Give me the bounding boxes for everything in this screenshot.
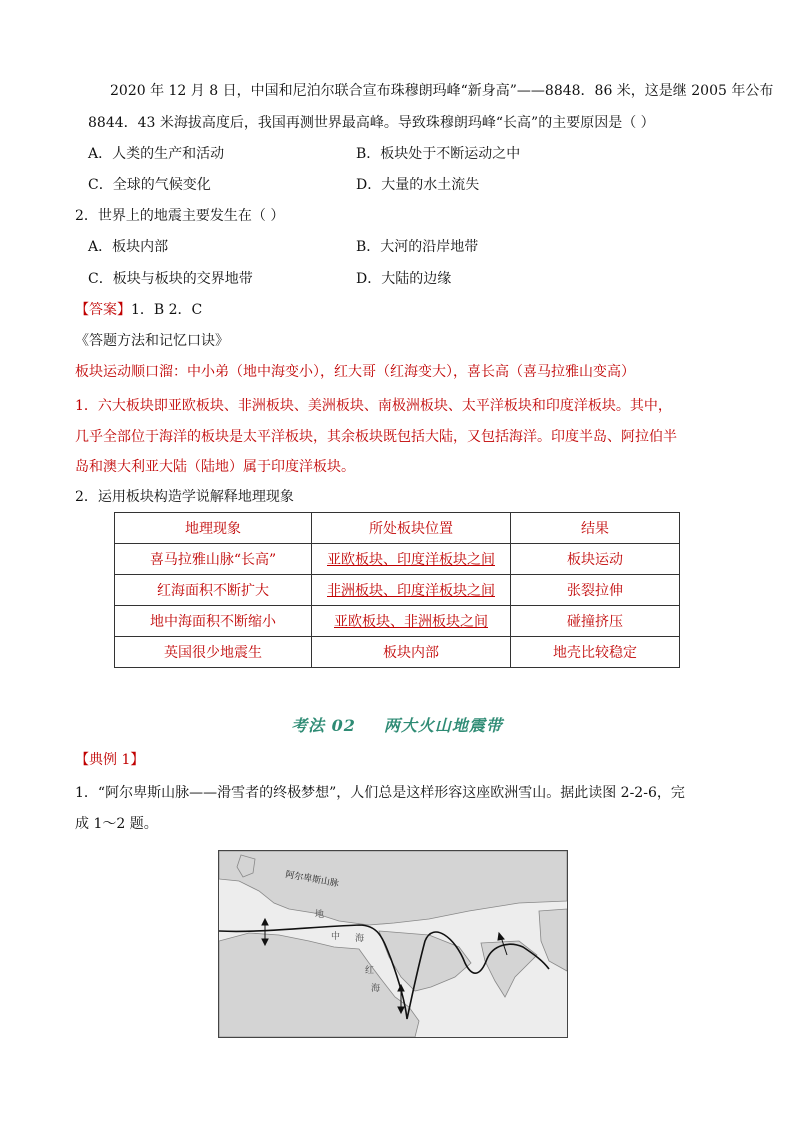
table-cell: 英国很少地震生 — [115, 637, 312, 668]
point1-line1: 1．六大板块即亚欧板块、非洲板块、美洲板块、南极洲板块、太平洋板块和印度洋板块。其中， — [75, 398, 672, 414]
table-cell: 张裂拉伸 — [511, 575, 680, 606]
answer-line — [75, 300, 202, 320]
table-cell: 喜马拉雅山脉“长高” — [115, 544, 312, 575]
table-row — [115, 637, 680, 668]
point1-line3: 岛和澳大利亚大陆（陆地）属于印度洋板块。 — [75, 459, 355, 475]
mnemonic: 板块运动顺口溜：中小弟（地中海变小），红大哥（红海变大），喜长高（喜马拉雅山变高） — [75, 364, 635, 380]
map-figure — [219, 851, 567, 1037]
table-cell: 板块内部 — [312, 637, 511, 668]
answer-text: 1．B 2．C — [131, 302, 203, 318]
table-cell: 亚欧板块、印度洋板块之间 — [327, 552, 495, 568]
table-cell: 非洲板块、印度洋板块之间 — [327, 583, 495, 599]
table-header-cell: 结果 — [511, 513, 680, 544]
q2-option-a: A．板块内部 — [88, 239, 169, 255]
table-cell: 亚欧板块、非洲板块之间 — [334, 614, 488, 630]
q1-option-d: D．大量的水土流失 — [356, 177, 480, 193]
table-cell: 板块运动 — [511, 544, 680, 575]
q1-intro-line2: 8844．43 米海拔高度后，我国再测世界最高峰。导致珠穆朗玛峰“长高”的主要原因是（ ） — [88, 115, 655, 131]
table-row — [115, 544, 680, 575]
q1-intro-line1: 2020 年 12 月 8 日，中国和尼泊尔联合宣布珠穆朗玛峰“新身高”——8848．86 米，这是继 2005 年公布 — [110, 83, 774, 99]
plate-boundary-map — [218, 850, 568, 1038]
point2-title: 2．运用板块构造学说解释地理现象 — [75, 489, 294, 505]
method-title: 《答题方法和记忆口诀》 — [75, 333, 229, 349]
table-header-cell: 所处板块位置 — [312, 513, 511, 544]
table-cell: 碰撞挤压 — [511, 606, 680, 637]
med-label-3: 海 — [355, 934, 365, 944]
example-line1: 1．“阿尔卑斯山脉——滑雪者的终极梦想”，人们总是这样形容这座欧洲雪山。据此读图 2-2-6，完 — [75, 785, 685, 801]
q1-option-c: C．全球的气候变化 — [88, 177, 211, 193]
table-header-row — [115, 513, 680, 544]
table-row — [115, 575, 680, 606]
example-line2: 成 1～2 题。 — [75, 816, 158, 832]
table-cell: 地壳比较稳定 — [511, 637, 680, 668]
section-title — [0, 713, 794, 736]
section-name: 两大火山地震带 — [383, 716, 503, 735]
answer-tag: 【答案】 — [75, 302, 131, 318]
med-label-2: 中 — [331, 932, 341, 942]
alps-label: 阿尔卑斯山脉 — [284, 870, 340, 890]
table-cell: 地中海面积不断缩小 — [115, 606, 312, 637]
point1-line2: 几乎全部位于海洋的板块是太平洋板块，其余板块既包括大陆，又包括海洋。印度半岛、阿拉伯半 — [75, 429, 677, 445]
plate-phenomena-table — [114, 512, 680, 668]
section-number: 考法 02 — [291, 716, 356, 735]
q1-option-a: A．人类的生产和活动 — [88, 146, 225, 162]
red-sea-label-1: 红 — [365, 966, 375, 976]
q2-stem: 2．世界上的地震主要发生在（ ） — [75, 208, 285, 224]
q1-option-b: B．板块处于不断运动之中 — [356, 146, 521, 162]
red-sea-label-2: 海 — [371, 984, 381, 994]
q2-option-d: D．大陆的边缘 — [356, 271, 452, 287]
q2-option-b: B．大河的沿岸地带 — [356, 239, 479, 255]
table-row — [115, 606, 680, 637]
table-header-cell: 地理现象 — [115, 513, 312, 544]
q2-option-c: C．板块与板块的交界地带 — [88, 271, 253, 287]
med-label-1: 地 — [315, 910, 325, 920]
example-tag: 【典例 1】 — [75, 752, 145, 768]
table-cell: 红海面积不断扩大 — [115, 575, 312, 606]
